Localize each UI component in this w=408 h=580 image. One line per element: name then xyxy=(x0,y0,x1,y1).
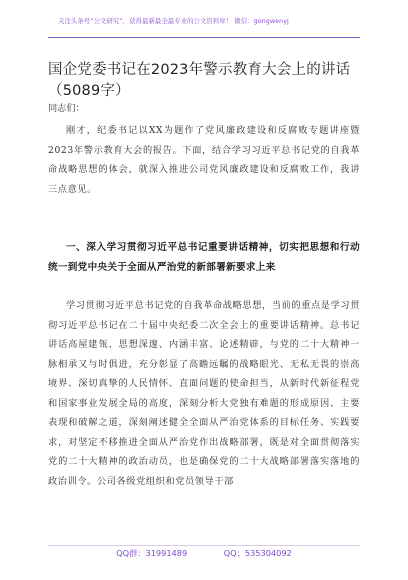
paragraph-section-1: 学习贯彻习近平总书记党的自我革命战略思想，当前的重点是学习贯彻习近平总书记在二十届中央纪委二次全会上的重要讲话精神。总书记讲话高屋建瓴、思想深邃、内涵丰富、论述精辟，与党的二十大精神一脉相承又与时俱进，充分彰显了高瞻远瞩的战略眼光、无私无畏的崇高境界、深切真挚的人民情怀、直面问题的使命担当，从新时代新征程党和国家事业发展全局的高度，深刻分析大党独有难题的形成原因、主要表现和破解之道，深刻阐述健全全面从严治党体系的目标任务、实践要求，对坚定不移推进全面从严治党作出战略部署，既是对全面贯彻落实党的二十大精神的政治动员，也是确保党的二十大战略部署落实落地的政治训令。公司各级党组织和党员领导干部 xyxy=(48,300,360,487)
document-title: 国企党委书记在2023年警示教育大会上的讲话（5089字） xyxy=(48,62,351,99)
header-divider xyxy=(48,37,360,38)
header-note: 关注头条号“公文研究”，获得最新最全最专业的公文资料库！ 微信：gongwenyj xyxy=(58,17,289,25)
footer-divider xyxy=(48,545,360,546)
paragraph-intro: 刚才，纪委书记以XX为题作了党风廉政建设和反腐败专题讲座暨2023年警示教育大会的报告。下面，结合学习习近平总书记党的自我革命战略思想的体会，就深入推进公司党风廉政建设和反腐败工作，我讲三点意见。 xyxy=(48,125,360,195)
footer-qq: QQ：535304092 xyxy=(223,548,292,558)
document-greeting: 同志们： xyxy=(48,103,85,114)
section-heading-1: 一、深入学习贯彻习近平总书记重要讲话精神，切实把思想和行动统一到党中央关于全面从严治党的新部署新要求上来 xyxy=(48,242,360,273)
footer-qq-group: QQ群：31991489 xyxy=(116,548,188,558)
footer-contact xyxy=(0,548,408,559)
